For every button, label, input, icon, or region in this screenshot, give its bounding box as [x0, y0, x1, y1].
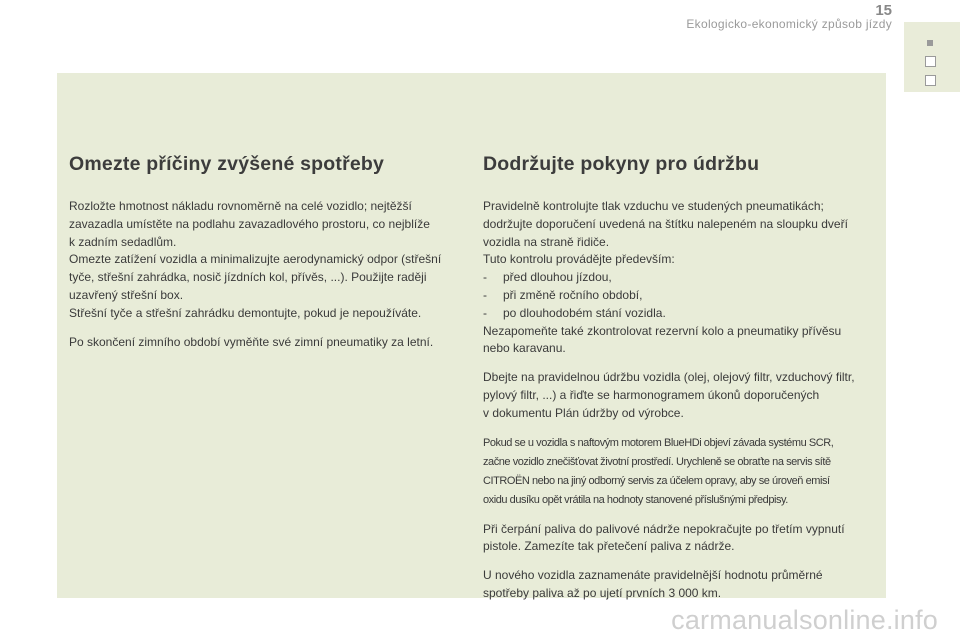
- list-item: [483, 305, 877, 323]
- paragraph-tyres: [69, 334, 461, 352]
- paragraph-new-vehicle: [483, 567, 877, 603]
- watermark-logo: carmanualsonline.info: [671, 605, 938, 635]
- text-line: Pokud se u vozidla s naftovým motorem BlueHDi objeví závada systému SCR,: [483, 436, 834, 449]
- section-title-maintenance: Dodržujte pokyny pro údržbu: [483, 153, 760, 175]
- text-line: U nového vozidla zaznamenáte pravidelnější hodnotu průměrné: [483, 568, 823, 583]
- text-line: spotřeby paliva až po ujetí prvních 3 000 km.: [483, 585, 722, 600]
- text-line: pistole. Zamezíte tak přetečení paliva z nádrže.: [483, 539, 735, 554]
- text-line: pylový filtr, ...) a řiďte se harmonogramem úkonů doporučených: [483, 387, 820, 402]
- text-line: Střešní tyče a střešní zahrádku demontujte, pokud je nepoužíváte.: [69, 305, 422, 320]
- text-line: Po skončení zimního období vyměňte své zimní pneumatiky za letní.: [69, 334, 434, 349]
- text-line: CITROËN nebo na jiný odborný servis za účelem opravy, aby se úroveň emisí: [483, 474, 830, 487]
- content-panel: [57, 73, 886, 598]
- list-item: [483, 269, 877, 287]
- text-line: nebo karavanu.: [483, 341, 566, 356]
- text-line: Omezte zatížení vozidla a minimalizujte aerodynamický odpor (střešní: [69, 252, 442, 267]
- chapter-title: Ekologicko-ekonomický způsob jízdy: [686, 17, 892, 31]
- text-line: Dbejte na pravidelnou údržbu vozidla (olej, olejový filtr, vzduchový filtr,: [483, 370, 855, 385]
- page-number: 15: [875, 2, 892, 19]
- text-line: zavazadla umístěte na podlahu zavazadlového prostoru, co nejblíže: [69, 216, 430, 231]
- text-line: Tuto kontrolu provádějte především:: [483, 252, 675, 267]
- dash-bullet: -: [483, 270, 487, 285]
- paragraph-refuel: [483, 521, 877, 557]
- text-line: vozidla na straně řidiče.: [483, 234, 610, 249]
- text-line: Při čerpání paliva do palivové nádrže nepokračujte po třetím vypnutí: [483, 521, 845, 536]
- dash-bullet: -: [483, 305, 487, 320]
- text-line: k zadním sedadlům.: [69, 234, 177, 249]
- text-line: Rozložte hmotnost nákladu rovnoměrně na celé vozidlo; nejtěžší: [69, 199, 412, 213]
- paragraph-pressure: [483, 198, 877, 358]
- square-filled-icon: [927, 40, 933, 46]
- square-outline-icon: [925, 75, 936, 86]
- right-column: [483, 153, 877, 614]
- text-line: začne vozidlo znečišťovat životní prostředí. Urychleně se obraťte na servis sítě: [483, 455, 831, 468]
- paragraph-service: [483, 369, 877, 422]
- square-outline-icon: [925, 56, 936, 67]
- text-line: tyče, střešní zahrádka, nosič jízdních kol, přívěs, ...). Použijte raději: [69, 270, 427, 285]
- left-column: [69, 153, 461, 362]
- text-line: oxidu dusíku opět vrátila na hodnoty stanovené příslušnými předpisy.: [483, 493, 788, 506]
- list-item-text: po dlouhodobém stání vozidla.: [503, 305, 666, 320]
- text-line: v dokumentu Plán údržby od výrobce.: [483, 405, 684, 420]
- paragraph-scr-note: [483, 434, 877, 510]
- list-item: [483, 287, 877, 305]
- list-item-text: při změně ročního období,: [503, 287, 643, 302]
- list-item-text: před dlouhou jízdou,: [503, 270, 612, 285]
- section-title-consumption: Omezte příčiny zvýšené spotřeby: [69, 153, 385, 175]
- text-line: uzavřený střešní box.: [69, 287, 184, 302]
- paragraph-load: [69, 198, 461, 323]
- chapter-markers: [925, 40, 939, 94]
- text-line: Nezapomeňte také zkontrolovat rezervní kolo a pneumatiky přívěsu: [483, 323, 842, 338]
- dash-bullet: -: [483, 287, 487, 302]
- text-line: Pravidelně kontrolujte tlak vzduchu ve studených pneumatikách;: [483, 199, 824, 213]
- text-line: dodržujte doporučení uvedená na štítku nalepeném na sloupku dveří: [483, 216, 848, 231]
